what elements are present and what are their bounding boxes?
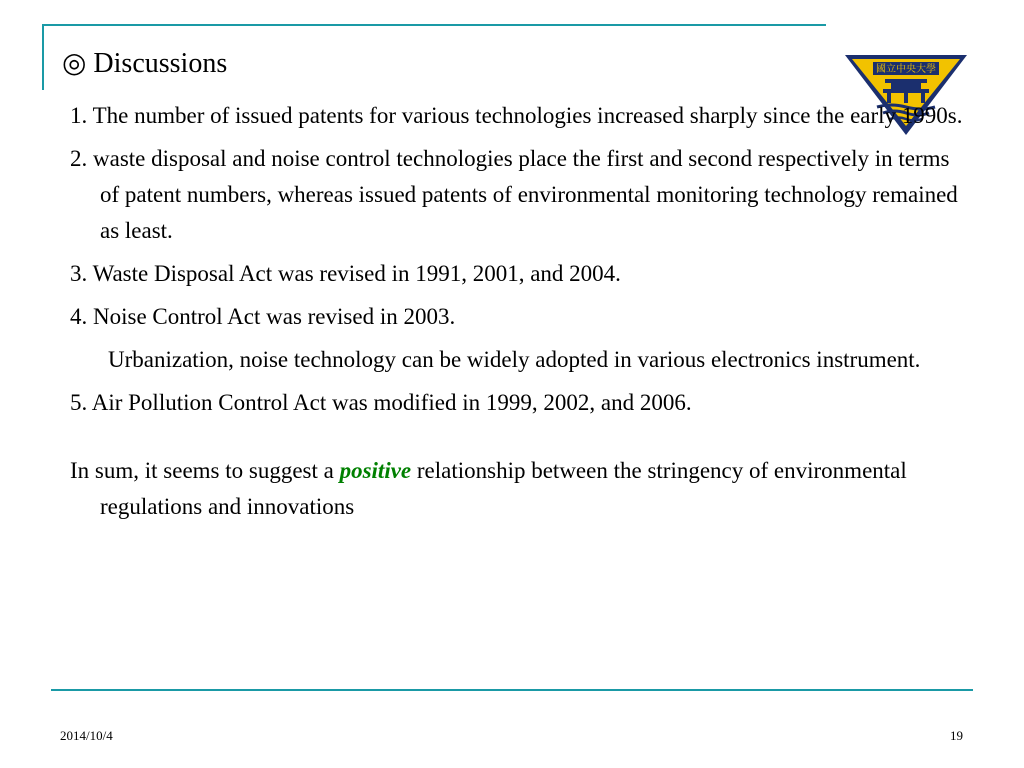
slide-body <box>70 98 970 532</box>
summary-emphasis: positive <box>339 458 412 483</box>
point-5: 5. Air Pollution Control Act was modified in 1999, 2002, and 2006. <box>70 390 692 415</box>
top-rule <box>42 24 826 26</box>
summary-before: In sum, it seems to suggest a <box>70 458 340 483</box>
summary <box>70 453 970 525</box>
footer-date: 2014/10/4 <box>60 728 113 743</box>
point-4-note: Urbanization, noise technology can be widely adopted in various electronics instrument. <box>108 347 921 372</box>
page-number: 19 <box>950 728 963 743</box>
point-1: 1. The number of issued patents for various technologies increased sharply since the early 1990s. <box>70 103 963 128</box>
logo-text: 國立中央大學 <box>876 64 936 75</box>
point-2: 2. waste disposal and noise control technologies place the first and second respectively in terms of patent numbers, whereas issued patents of environmental monitoring technology remained as least. <box>70 146 958 243</box>
bottom-rule <box>51 689 973 691</box>
slide-title: ◎ Discussions <box>62 48 228 79</box>
summary-after: relationship between the stringency of environmental regulations and innovations <box>100 458 907 519</box>
point-4: 4. Noise Control Act was revised in 2003. <box>70 304 456 329</box>
left-rule <box>42 24 44 90</box>
point-3: 3. Waste Disposal Act was revised in 1991, 2001, and 2004. <box>70 261 621 286</box>
